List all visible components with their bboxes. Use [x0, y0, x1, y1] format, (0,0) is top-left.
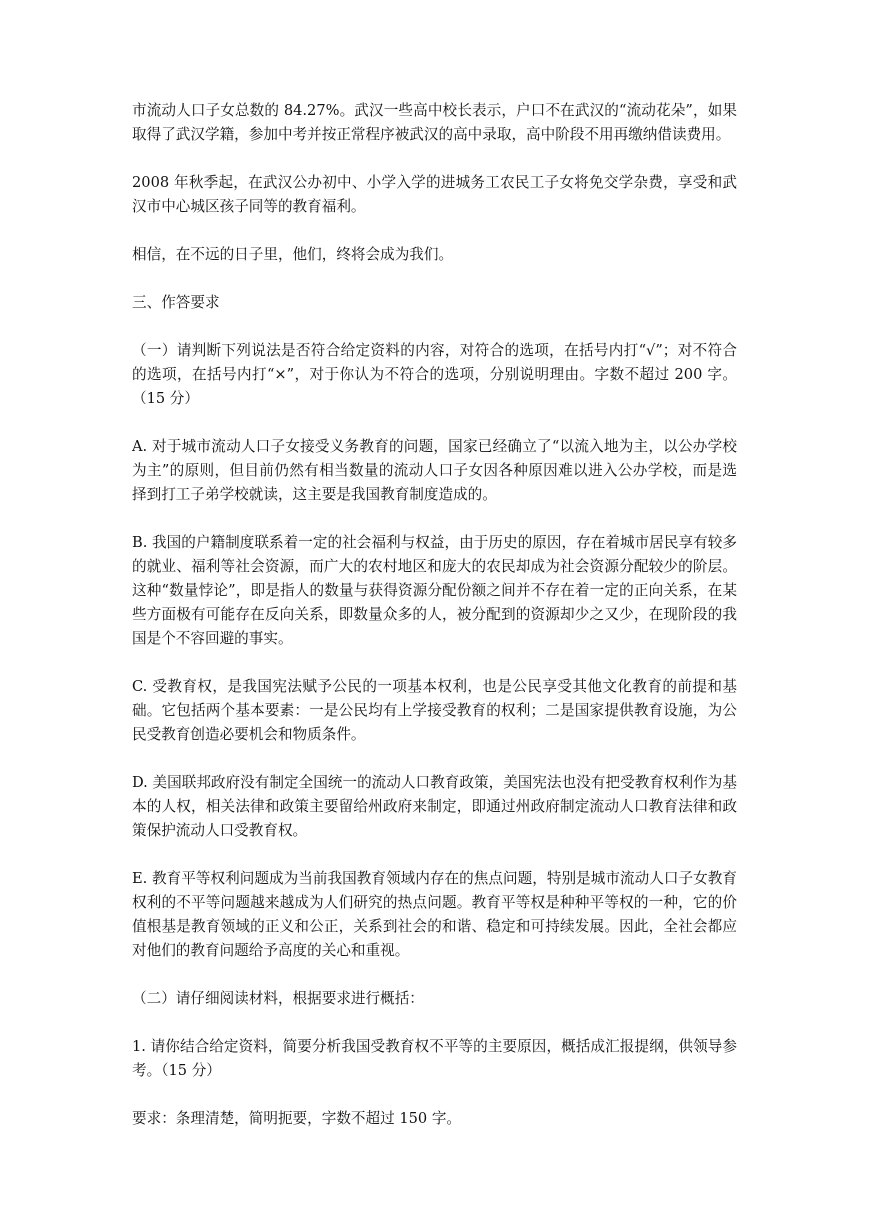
section-heading-answer-requirements: 三、作答要求	[132, 294, 220, 311]
option-d: D. 美国联邦政府没有制定全国统一的流动人口教育政策，美国宪法也没有把受教育权利作为基本的人权，相关法律和政策主要留给州政府来制定，即通过州政府制定流动人口教育法律和政策保护流动人口受教育权。	[132, 774, 737, 839]
paragraph-belief: 相信，在不远的日子里，他们，终将会成为我们。	[132, 246, 454, 263]
question-2-heading: （二）请仔细阅读材料，根据要求进行概括：	[132, 990, 424, 1007]
paragraph-2008-policy: 2008 年秋季起，在武汉公办初中、小学入学的进城务工农民工子女将免交学杂费，享受和武汉市中心城区孩子同等的教育福利。	[132, 174, 737, 215]
option-c: C. 受教育权，是我国宪法赋予公民的一项基本权利，也是公民享受其他文化教育的前提和基础。它包括两个基本要素：一是公民均有上学接受教育的权利；二是国家提供教育设施，为公民受教育创造必要机会和物质条件。	[132, 678, 737, 743]
option-e: E. 教育平等权利问题成为当前我国教育领域内存在的焦点问题，特别是城市流动人口子女教育权利的不平等问题越来越成为人们研究的热点问题。教育平等权是种种平等权的一种，它的价值根基是教育领域的正义和公正，关系到社会的和谐、稳定和可持续发展。因此，全社会都应对他们的教育问题给予高度的关心和重视。	[132, 870, 737, 959]
paragraph-intro-statistics: 市流动人口子女总数的 84.27%。武汉一些高中校长表示，户口不在武汉的“流动花朵”，如果取得了武汉学籍，参加中考并按正常程序被武汉的高中录取，高中阶段不用再缴纳借读费用。	[132, 102, 737, 143]
option-a: A. 对于城市流动人口子女接受义务教育的问题，国家已经确立了“以流入地为主，以公办学校为主”的原则，但目前仍然有相当数量的流动人口子女因各种原因难以进入公办学校，而是选择到打工子弟学校就读，这主要是我国教育制度造成的。	[132, 438, 737, 503]
option-b: B. 我国的户籍制度联系着一定的社会福利与权益，由于历史的原因，存在着城市居民享有较多的就业、福利等社会资源，而广大的农村地区和庞大的农民却成为社会资源分配较少的阶层。这种“数量悖论”，即是指人的数量与获得资源分配份额之间并不存在着一定的正向关系，在某些方面极有可能存在反向关系，即数量众多的人，被分配到的资源却少之又少，在现阶段的我国是个不容回避的事实。	[132, 534, 737, 647]
question-2-requirements: 要求：条理清楚，简明扼要，字数不超过 150 字。	[132, 1110, 462, 1127]
question-2-item-1: 1. 请你结合给定资料，简要分析我国受教育权不平等的主要原因，概括成汇报提纲，供领导参考。（15 分）	[132, 1038, 737, 1079]
question-1-instructions: （一）请判断下列说法是否符合给定资料的内容，对符合的选项，在括号内打“√”；对不符合的选项，在括号内打“×”，对于你认为不符合的选项，分别说明理由。字数不超过 200 字。（15 分）	[132, 342, 737, 407]
